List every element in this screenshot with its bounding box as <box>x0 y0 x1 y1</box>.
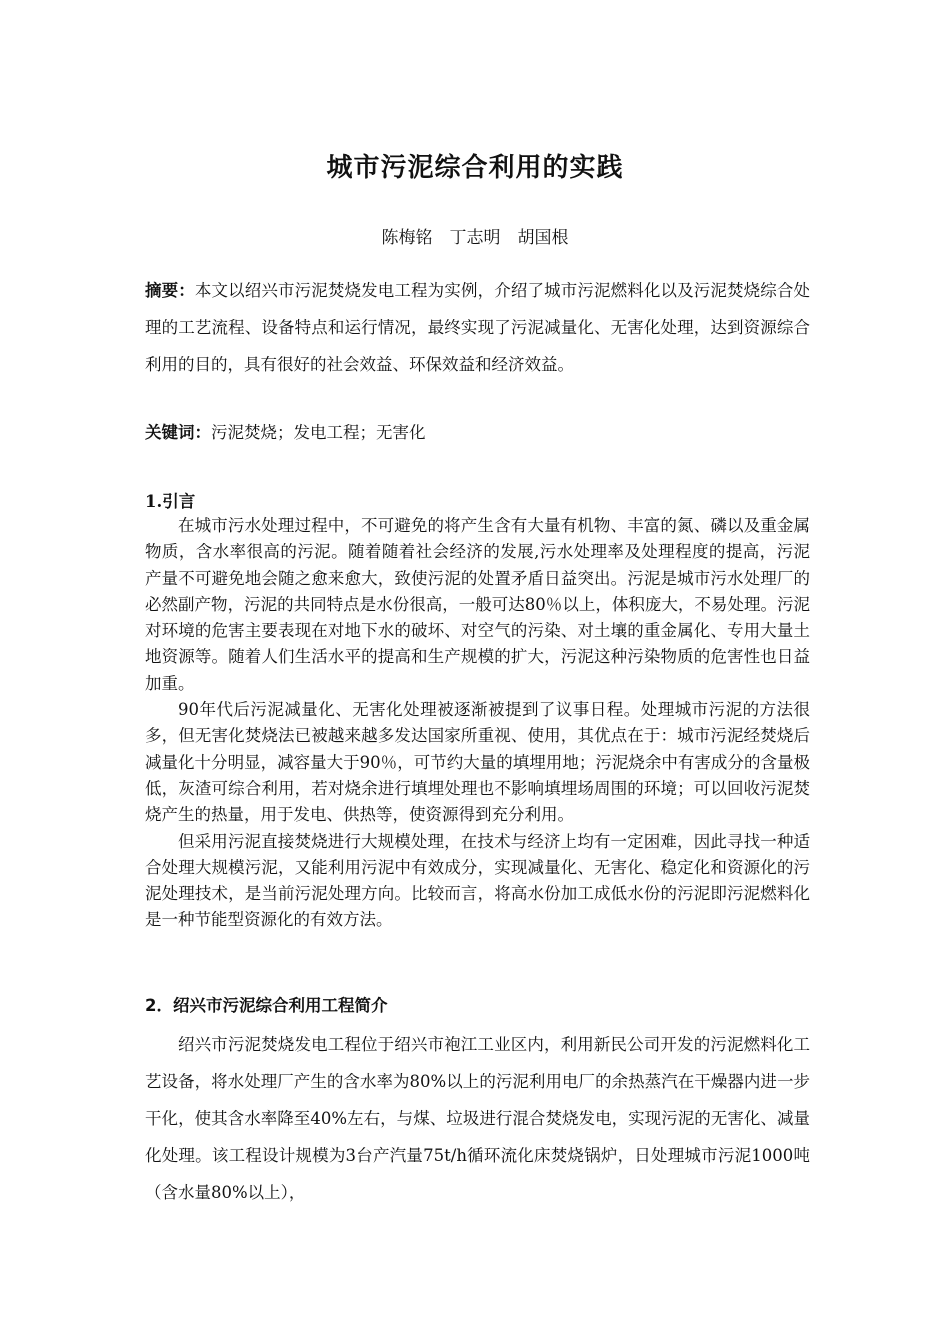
abstract-label: 摘要： <box>145 281 195 300</box>
section-body-introduction <box>145 513 810 934</box>
keywords-label: 关键词： <box>145 423 211 442</box>
paragraph: 但采用污泥直接焚烧进行大规模处理，在技术与经济上均有一定困难，因此寻找一种适合处理大规模污泥，又能利用污泥中有效成分，实现减量化、无害化、稳定化和资源化的污泥处理技术，是当前污泥处理方向。比较而言，将高水份加工成低水份的污泥即污泥燃料化是一种节能型资源化的有效方法。 <box>145 831 810 930</box>
paragraph: 在城市污水处理过程中，不可避免的将产生含有大量有机物、丰富的氮、磷以及重金属物质，含水率很高的污泥。随着随着社会经济的发展,污水处理率及处理程度的提高，污泥产量不可避免地会随之愈来愈大，致使污泥的处置矛盾日益突出。污泥是城市污水处理厂的必然副产物，污泥的共同特点是水份很高，一般可达80％以上，体积庞大，不易处理。污泥对环境的危害主要表现在对地下水的破坏、对空气的污染、对土壤的重金属化、专用大量土地资源等。随着人们生活水平的提高和生产规模的扩大，污泥这种污染物质的危害性也日益加重。 <box>145 516 810 693</box>
paper-title: 城市污泥综合利用的实践 <box>326 153 624 184</box>
paragraph: 90年代后污泥减量化、无害化处理被逐渐被提到了议事日程。处理城市污泥的方法很多，但无害化焚烧法已被越来越多发达国家所重视、使用，其优点在于：城市污泥经焚烧后减量化十分明显，减容量大于90％，可节约大量的填埋用地；污泥烧余中有害成分的含量极低，灰渣可综合利用，若对烧余进行填埋处理也不影响填埋场周围的环境；可以回收污泥焚烧产生的热量，用于发电、供热等，使资源得到充分利用。 <box>145 700 810 825</box>
abstract <box>145 272 810 383</box>
keywords <box>145 418 810 448</box>
author-list: 陈梅铭 丁志明 胡国根 <box>381 228 569 248</box>
section-heading-introduction: 1.引言 <box>145 492 196 511</box>
abstract-text: 本文以绍兴市污泥焚烧发电工程为实例，介绍了城市污泥燃料化以及污泥焚烧综合处理的工艺流程、设备特点和运行情况，最终实现了污泥减量化、无害化处理，达到资源综合利用的目的，具有很好的社会效益、环保效益和经济效益。 <box>145 281 811 374</box>
keywords-text: 污泥焚烧；发电工程；无害化 <box>211 423 426 442</box>
section-body-project-overview: 绍兴市污泥焚烧发电工程位于绍兴市袍江工业区内，利用新民公司开发的污泥燃料化工艺设备，将水处理厂产生的含水率为80%以上的污泥利用电厂的余热蒸汽在干燥器内进一步干化，使其含水率降至40%左右，与煤、垃圾进行混合焚烧发电，实现污泥的无害化、减量化处理。该工程设计规模为3台产汽量75t/h循环流化床焚烧锅炉，日处理城市污泥1000吨（含水量80%以上）， <box>145 1035 810 1202</box>
section-heading-project-overview: 2．绍兴市污泥综合利用工程简介 <box>145 996 388 1015</box>
